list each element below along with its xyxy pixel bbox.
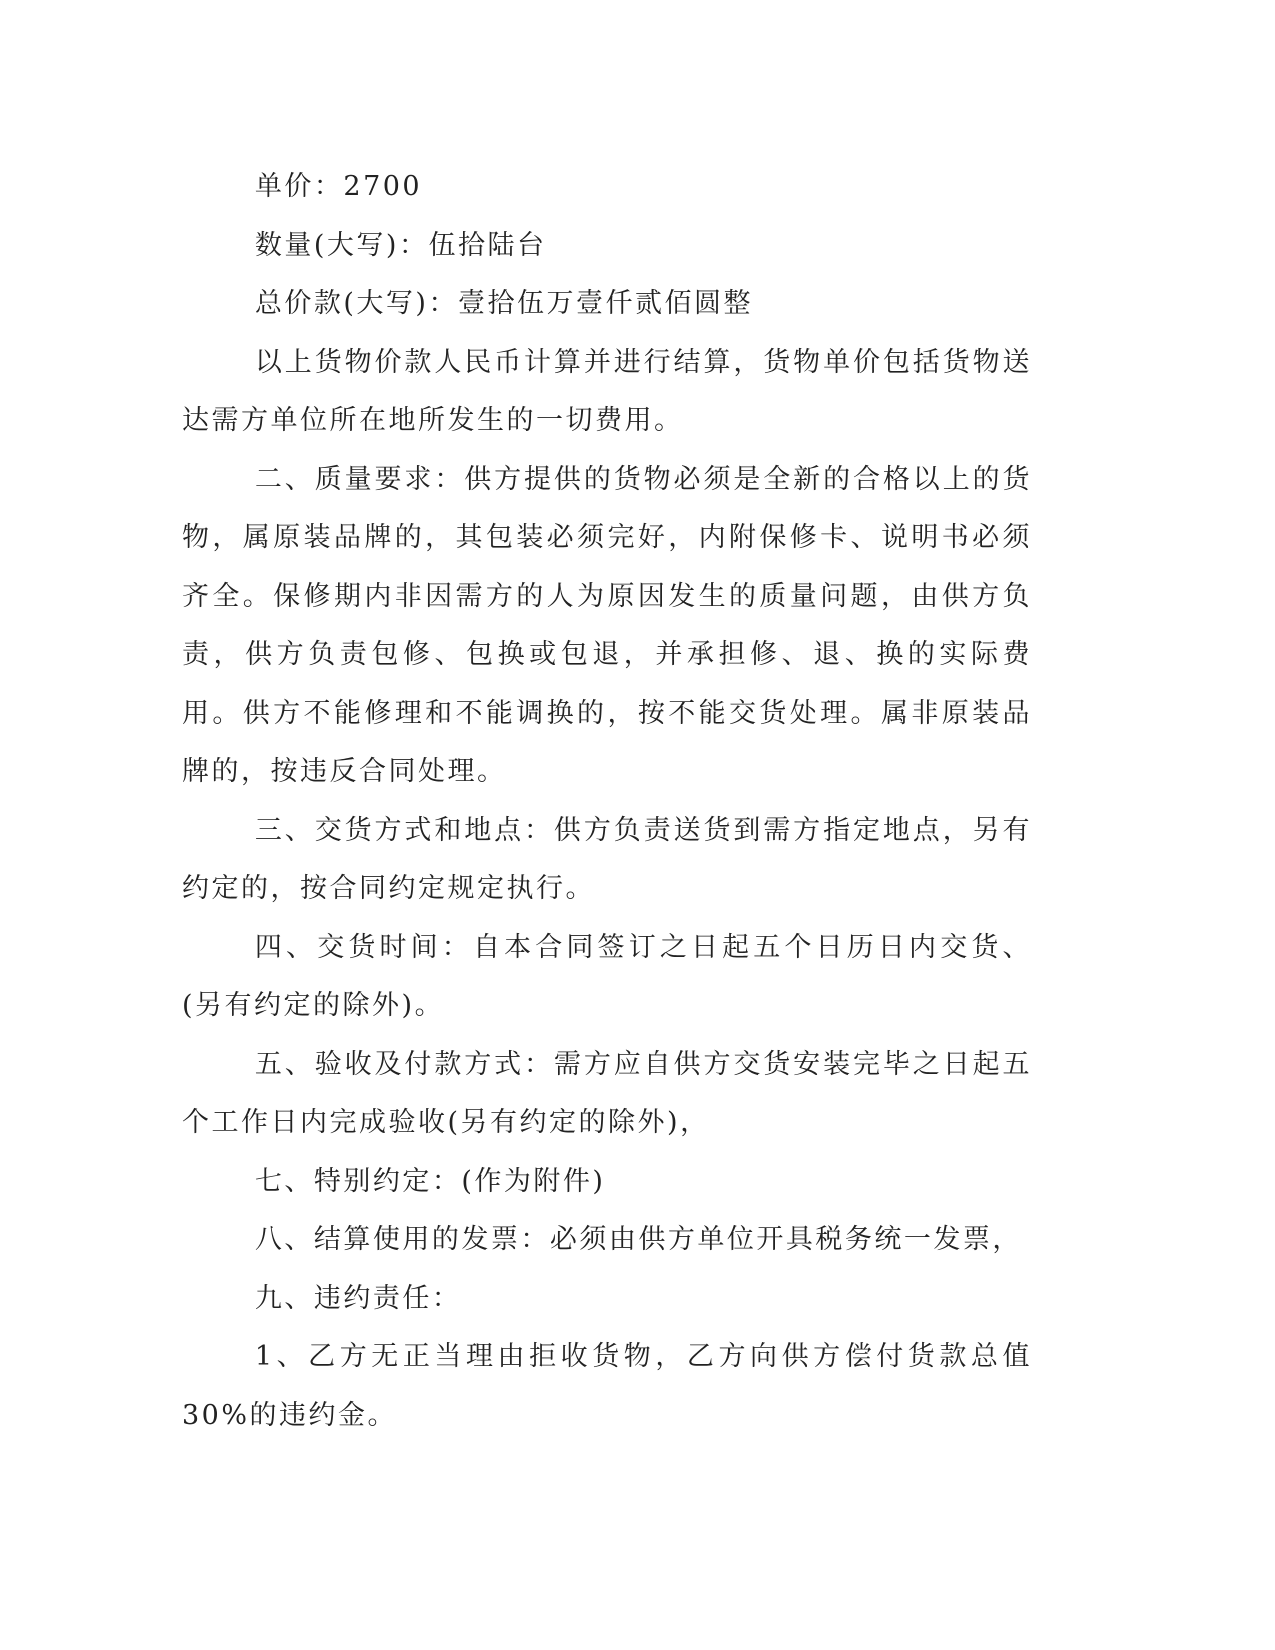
acceptance-payment-paragraph: 五、验收及付款方式：需方应自供方交货安装完毕之日起五个工作日内完成验收(另有约定的除外)， (182, 1048, 1032, 1138)
delivery-method-paragraph: 三、交货方式和地点：供方负责送货到需方指定地点，另有约定的，按合同约定规定执行。 (182, 814, 1032, 904)
document-body (182, 158, 1032, 1445)
quality-requirements-paragraph: 二、质量要求：供方提供的货物必须是全新的合格以上的货物，属原装品牌的，其包装必须完好，内附保修卡、说明书必须齐全。保修期内非因需方的人为原因发生的质量问题，由供方负责，供方负责包修、包换或包退，并承担修、退、换的实际费用。供方不能修理和不能调换的，按不能交货处理。属非原装品牌的，按违反合同处理。 (182, 463, 1032, 787)
delivery-time-paragraph: 四、交货时间：自本合同签订之日起五个日历日内交货、(另有约定的除外)。 (182, 931, 1032, 1021)
special-agreement-line: 七、特别约定：(作为附件) (254, 1165, 606, 1197)
liability-item-1: 1、乙方无正当理由拒收货物，乙方向供方偿付货款总值30%的违约金。 (182, 1341, 1032, 1431)
settlement-paragraph: 以上货物价款人民币计算并进行结算，货物单价包括货物送达需方单位所在地所发生的一切费用。 (182, 346, 1032, 436)
liability-heading: 九、违约责任： (254, 1282, 462, 1314)
quantity-line: 数量(大写)：伍拾陆台 (254, 229, 547, 261)
invoice-line: 八、结算使用的发票：必须由供方单位开具税务统一发票， (254, 1224, 1022, 1255)
unit-price-line: 单价：2700 (254, 171, 423, 202)
total-price-line: 总价款(大写)：壹拾伍万壹仟贰佰圆整 (254, 288, 753, 319)
